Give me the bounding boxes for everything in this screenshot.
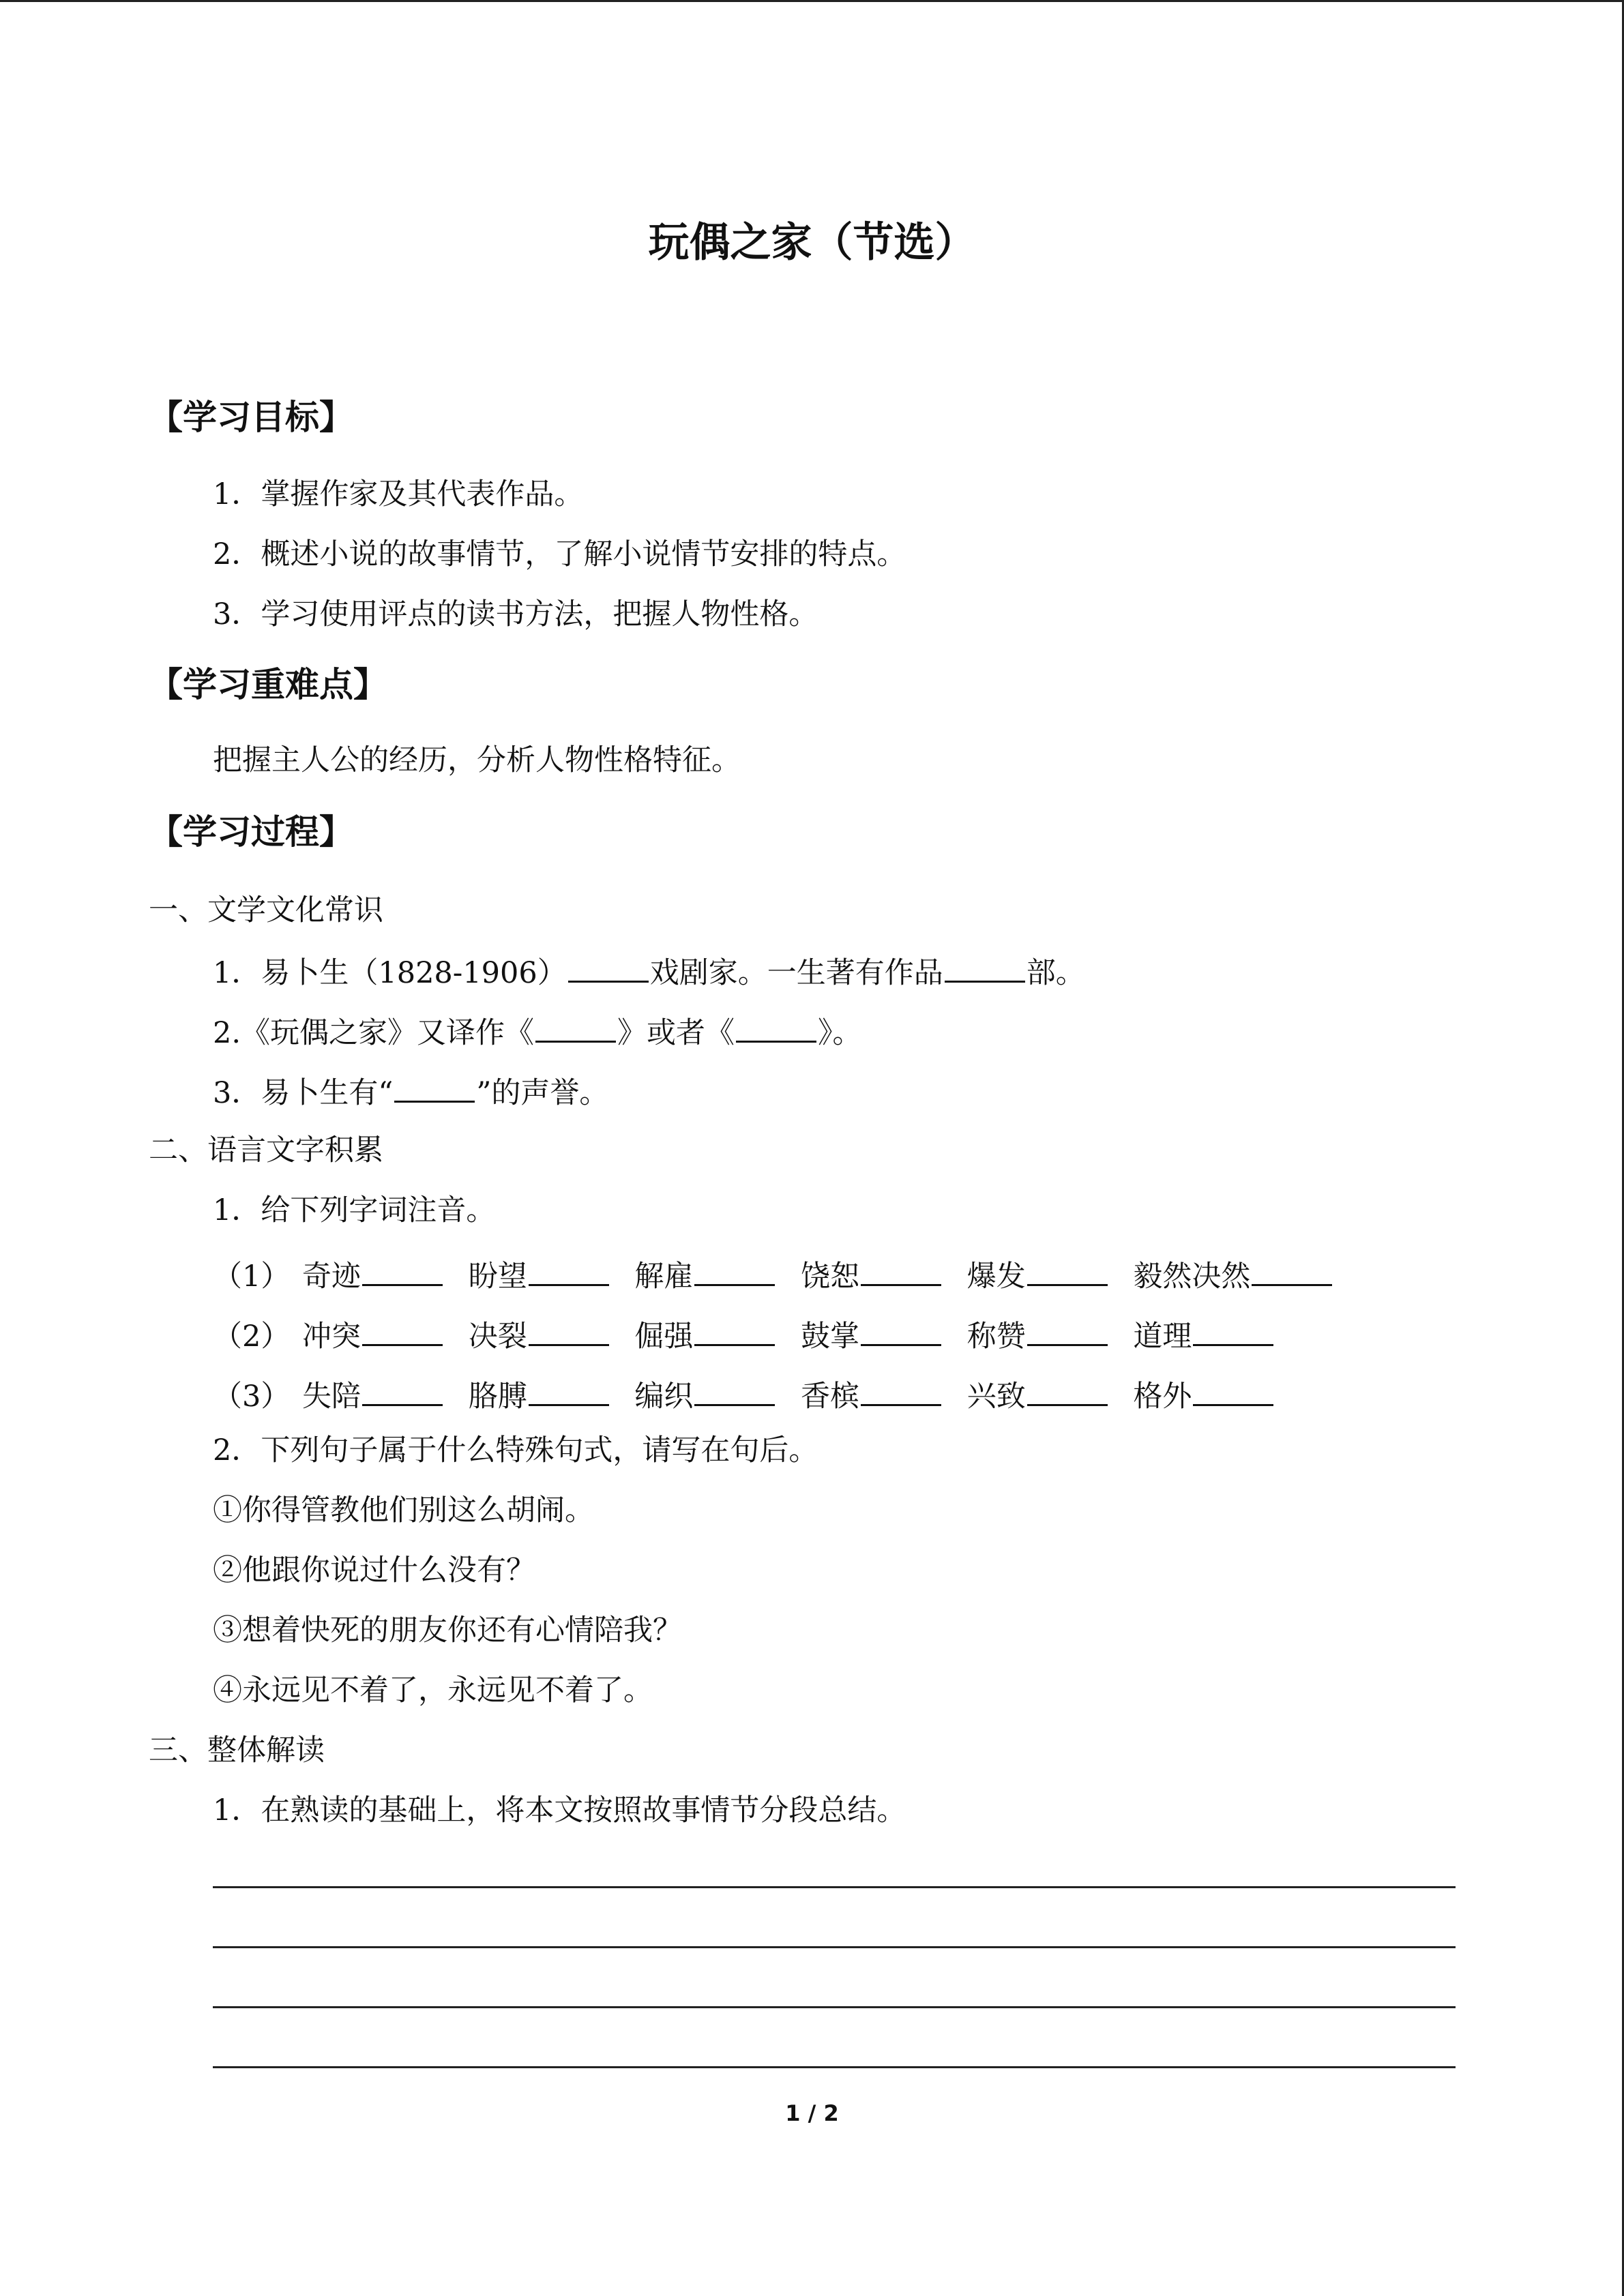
page-number: 1 / 2 [785,2100,839,2126]
goal-item-2: 2．概述小说的故事情节，了解小说情节安排的特点。 [213,537,906,571]
pinyin-item [967,1313,1109,1355]
pinyin-item [1133,1313,1275,1355]
page-border-top [0,0,1624,2]
pinyin-word: 奇迹 [302,1259,361,1294]
part2-question-2: 2．下列句子属于什么特殊句式，请写在句后。 [213,1433,818,1467]
pinyin-row-2 [213,1313,1290,1355]
fill-blank[interactable] [694,1377,775,1406]
part1-question-1 [213,953,1085,992]
pinyin-word: 毅然决然 [1133,1259,1251,1294]
pinyin-item [801,1253,943,1295]
pinyin-word: 胳膊 [468,1380,527,1414]
pinyin-row-3 [213,1373,1290,1415]
fill-blank[interactable] [1027,1257,1108,1286]
fill-blank[interactable] [945,953,1025,983]
pinyin-word: 失陪 [302,1380,361,1414]
fill-blank[interactable] [362,1257,443,1286]
part2-title: 二、语言文字积累 [149,1133,383,1167]
sentence-item-4: ④永远见不着了，永远见不着了。 [213,1673,653,1708]
pinyin-item [634,1313,776,1355]
goal-item-3: 3．学习使用评点的读书方法，把握人物性格。 [213,597,818,631]
pinyin-item [302,1313,444,1355]
pinyin-word: 饶恕 [801,1259,860,1294]
pinyin-row-label: （3） [213,1380,291,1414]
fill-blank[interactable] [861,1317,941,1346]
part3-title: 三、整体解读 [149,1733,325,1768]
pinyin-word: 鼓掌 [801,1320,860,1354]
pinyin-word: 盼望 [468,1259,527,1294]
document-title: 玩偶之家（节选） [648,219,976,267]
part1-q1-text-b: 戏剧家。一生著有作品 [649,956,943,990]
heading-learning-goals: 【学习目标】 [149,398,353,437]
fill-blank[interactable] [861,1257,941,1286]
part1-question-2 [213,1013,862,1052]
fill-blank[interactable] [529,1257,609,1286]
sentence-item-1: ①你得管教他们别这么胡闹。 [213,1493,594,1527]
part1-q3-text-b: ”的声誉。 [476,1076,609,1110]
pinyin-word: 道理 [1133,1320,1192,1354]
fill-blank[interactable] [1193,1317,1273,1346]
part3-question-1: 1．在熟读的基础上，将本文按照故事情节分段总结。 [213,1793,906,1828]
pinyin-item [1133,1373,1275,1415]
fill-blank[interactable] [736,1013,816,1043]
fill-blank[interactable] [1027,1317,1108,1346]
part1-q1-text-c: 部。 [1026,956,1085,990]
pinyin-word: 冲突 [302,1320,361,1354]
pinyin-word: 编织 [634,1380,694,1414]
goal-item-1: 1．掌握作家及其代表作品。 [213,477,584,511]
fill-blank[interactable] [535,1013,616,1043]
pinyin-item [801,1313,943,1355]
fill-blank[interactable] [861,1377,941,1406]
difficulty-text: 把握主人公的经历，分析人物性格特征。 [213,743,741,777]
pinyin-item [469,1313,610,1355]
sentence-item-3: ③想着快死的朋友你还有心情陪我？ [213,1613,682,1648]
pinyin-word: 香槟 [801,1380,860,1414]
part1-q2-text-a: 2.《玩偶之家》又译作《 [213,1016,535,1050]
answer-line[interactable] [213,1886,1456,1888]
pinyin-item [302,1373,444,1415]
part1-q1-text-a: 1．易卜生（1828-1906） [213,956,567,990]
part1-q3-text-a: 3．易卜生有“ [213,1076,394,1110]
pinyin-word: 兴致 [966,1380,1026,1414]
part2-question-1: 1．给下列字词注音。 [213,1193,496,1227]
pinyin-row-label: （2） [213,1320,291,1354]
fill-blank[interactable] [1027,1377,1108,1406]
pinyin-item [967,1253,1109,1295]
heading-key-difficulties: 【学习重难点】 [149,665,387,704]
pinyin-item [302,1253,444,1295]
fill-blank[interactable] [362,1317,443,1346]
pinyin-item [469,1253,610,1295]
pinyin-row-1 [213,1253,1348,1295]
pinyin-word: 爆发 [966,1259,1026,1294]
fill-blank[interactable] [529,1377,609,1406]
pinyin-word: 倔强 [634,1320,694,1354]
part1-question-3 [213,1073,608,1112]
sentence-item-2: ②他跟你说过什么没有？ [213,1553,535,1587]
pinyin-word: 解雇 [634,1259,694,1294]
pinyin-item [634,1253,776,1295]
fill-blank[interactable] [394,1073,475,1103]
fill-blank[interactable] [694,1257,775,1286]
heading-learning-process: 【学习过程】 [149,812,353,852]
pinyin-item [967,1373,1109,1415]
answer-line[interactable] [213,1946,1456,1948]
fill-blank[interactable] [1193,1377,1273,1406]
pinyin-item [634,1373,776,1415]
pinyin-word: 决裂 [468,1320,527,1354]
part1-q2-text-c: 》。 [818,1016,862,1050]
part1-title: 一、文学文化常识 [149,893,383,927]
pinyin-word: 称赞 [966,1320,1026,1354]
pinyin-row-label: （1） [213,1259,291,1294]
answer-line[interactable] [213,2006,1456,2008]
answer-line[interactable] [213,2066,1456,2068]
fill-blank[interactable] [1252,1257,1332,1286]
pinyin-item [469,1373,610,1415]
fill-blank[interactable] [694,1317,775,1346]
pinyin-item [801,1373,943,1415]
part1-q2-text-b: 》或者《 [617,1016,735,1050]
fill-blank[interactable] [362,1377,443,1406]
fill-blank[interactable] [568,953,649,983]
pinyin-word: 格外 [1133,1380,1192,1414]
pinyin-item [1133,1253,1333,1295]
fill-blank[interactable] [529,1317,609,1346]
